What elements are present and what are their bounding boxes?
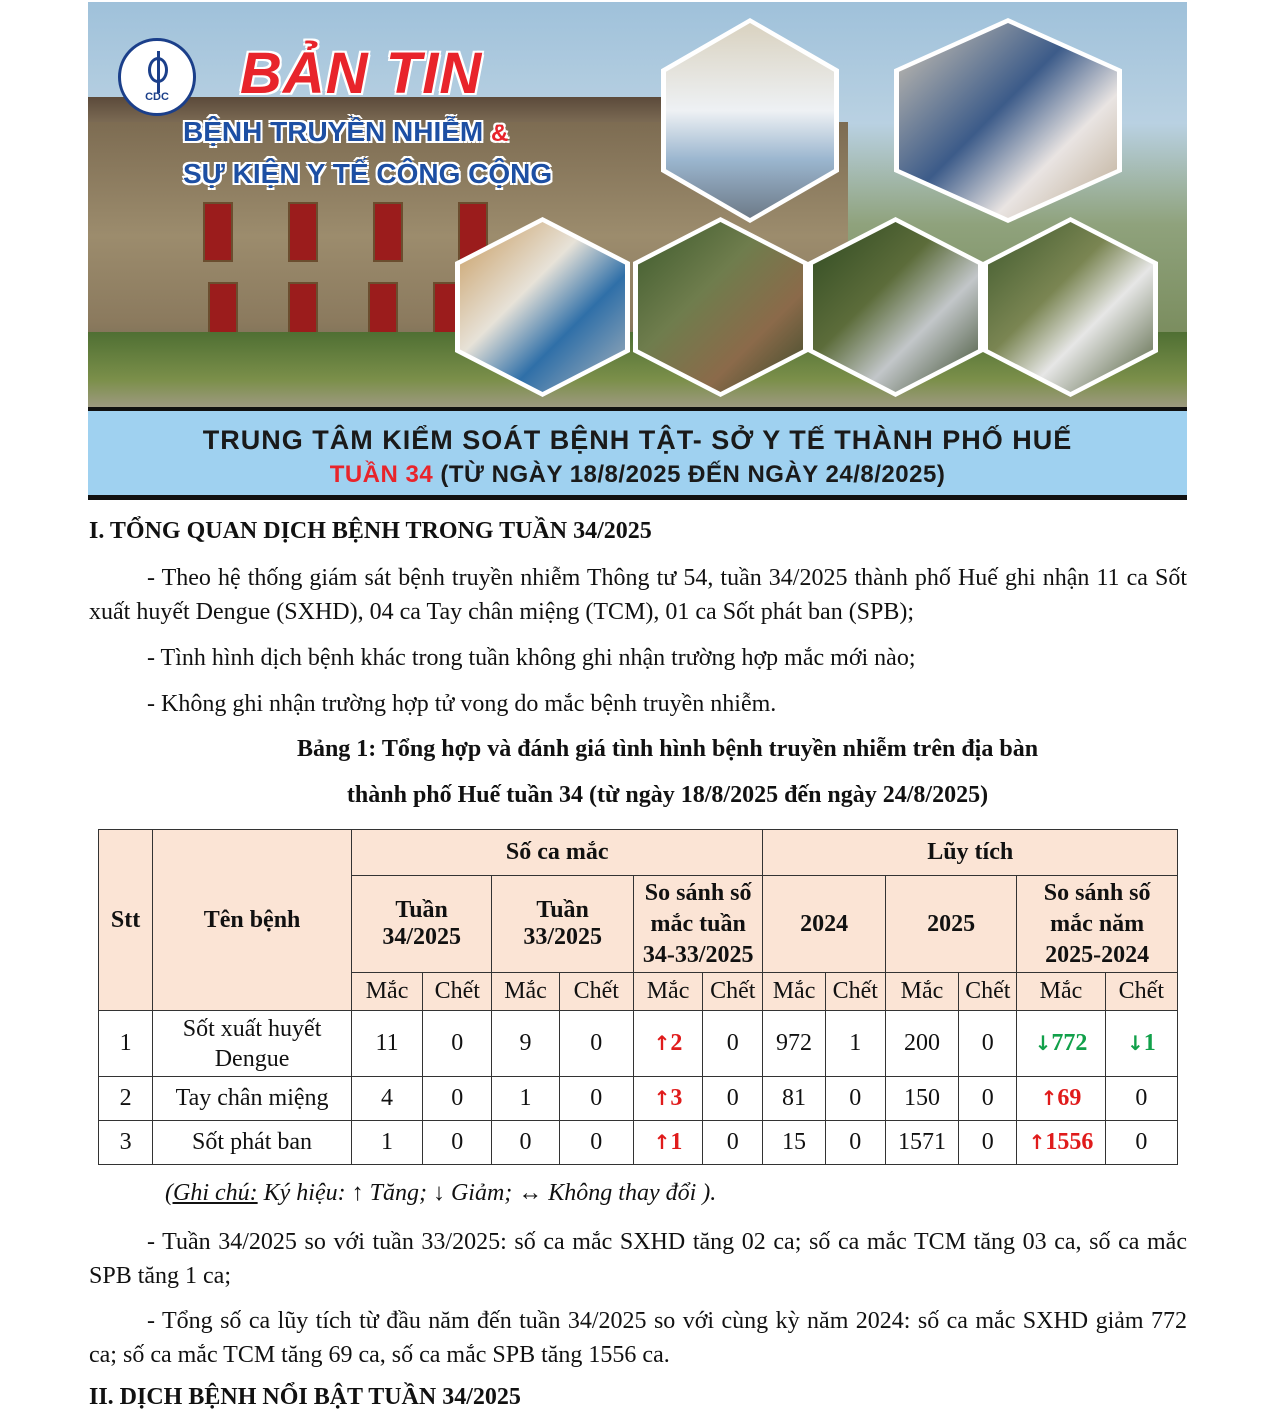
cell-compare-week-mac: ↑2 [633,1011,702,1077]
cell-w34-mac: 1 [351,1121,422,1165]
cell-compare-week-mac: ↑3 [633,1077,702,1121]
header-chet: Chết [559,973,633,1011]
cdc-logo [118,38,196,116]
section1-paragraph-1: - Theo hệ thống giám sát bệnh truyền nhiễm Thông tư 54, tuần 34/2025 thành phố Huế ghi nhận 11 ca Sốt xuất huyết Dengue (SXHD), 04 ca Tay chân miệng (TCM), 01 ca Sốt phát ban (SPB); [89,565,1187,625]
cell-compare-week-chet: 0 [703,1121,763,1165]
section1-paragraph-2: - Tình hình dịch bệnh khác trong tuần không ghi nhận trường hợp mắc mới nào; [147,645,916,671]
cell-stt: 3 [99,1121,153,1165]
arrow-up-icon: ↑ [1040,1086,1058,1110]
cell-compare-year-mac: ↓772 [1017,1011,1105,1077]
banner-footer-band [88,407,1187,500]
legend-text: Ký hiệu: ↑ Tăng; ↓ Giảm; ↔ Không thay đổi ). [257,1180,717,1206]
arrow-up-icon: ↑ [1028,1130,1046,1154]
cell-disease-name: Sốt xuất huyết Dengue [153,1011,352,1077]
cell-2024-chet: 1 [825,1011,885,1077]
header-mac: Mắc [1017,973,1105,1011]
header-week33: Tuần 33/2025 [492,876,634,973]
header-2024: 2024 [763,876,885,973]
banner-subtitle-line1 [183,116,508,148]
palace-window [203,202,233,262]
cell-compare-year-chet: 0 [1105,1077,1177,1121]
cell-2025-chet: 0 [959,1077,1017,1121]
table-row [99,1121,1178,1165]
cell-compare-year-chet: 0 [1105,1121,1177,1165]
header-chet: Chết [1105,973,1177,1011]
cell-2025-chet: 0 [959,1121,1017,1165]
week-info [88,461,1187,489]
cell-compare-year-mac: ↑69 [1017,1077,1105,1121]
cell-w34-mac: 4 [351,1077,422,1121]
cell-2024-mac: 15 [763,1121,825,1165]
cell-w33-mac: 9 [492,1011,559,1077]
cell-w34-chet: 0 [423,1077,492,1121]
cell-2025-mac: 200 [885,1011,958,1077]
week-range: (TỪ NGÀY 18/8/2025 ĐẾN NGÀY 24/8/2025) [440,461,946,488]
subtitle-text: BỆNH TRUYỀN NHIỄM [183,116,484,147]
cell-compare-year-chet: ↓1 [1105,1011,1177,1077]
cell-compare-week-chet: 0 [703,1077,763,1121]
header-compare-week: So sánh số mắc tuần 34-33/2025 [633,876,763,973]
header-chet: Chết [703,973,763,1011]
arrow-down-icon: ↓ [1034,1031,1052,1055]
section2-heading: II. DỊCH BỆNH NỔI BẬT TUẦN 34/2025 [89,1384,521,1410]
summary-paragraph-1: - Tuần 34/2025 so với tuần 33/2025: số ca mắc SXHD tăng 02 ca; số ca mắc TCM tăng 03 ca, số ca mắc SPB tăng 1 ca; [89,1229,1187,1289]
cell-2024-mac: 972 [763,1011,825,1077]
arrow-up-icon: ↑ [653,1031,671,1055]
header-mac: Mắc [633,973,702,1011]
cell-compare-week-mac: ↑1 [633,1121,702,1165]
summary-paragraph-2: - Tổng số ca lũy tích từ đầu năm đến tuần 34/2025 so với cùng kỳ năm 2024: số ca mắc SXHD giảm 772 ca; số ca mắc TCM tăng 69 ca, số ca mắc SPB tăng 1556 ca. [89,1308,1187,1368]
header-cumulative-group: Lũy tích [763,830,1178,876]
header-chet: Chết [959,973,1017,1011]
banner-subtitle-line2: SỰ KIỆN Y TẾ CÔNG CỘNG [183,158,553,189]
cell-w33-chet: 0 [559,1011,633,1077]
header-stt: Stt [99,830,153,1011]
cell-stt: 1 [99,1011,153,1077]
section1-paragraph-3: - Không ghi nhận trường hợp tử vong do mắc bệnh truyền nhiễm. [147,691,777,717]
header-week34: Tuần 34/2025 [351,876,492,973]
cell-stt: 2 [99,1077,153,1121]
cell-2024-chet: 0 [825,1121,885,1165]
header-cases-group: Số ca mắc [351,830,763,876]
table-caption-line1: Bảng 1: Tổng hợp và đánh giá tình hình bệnh truyền nhiễm trên địa bàn [296,736,1039,762]
header-disease-name: Tên bệnh [153,830,352,1011]
cell-w34-chet: 0 [423,1011,492,1077]
palace-window [288,202,318,262]
bulletin-banner [88,2,1187,500]
palace-window [373,202,403,262]
cell-w33-chet: 0 [559,1077,633,1121]
table-row [99,1077,1178,1121]
header-mac: Mắc [885,973,958,1011]
logo-label: CDC [145,91,169,103]
cell-w34-mac: 11 [351,1011,422,1077]
header-mac: Mắc [492,973,559,1011]
staff-icon [157,51,160,93]
cell-w34-chet: 0 [423,1121,492,1165]
banner-title: BẢN TIN [240,41,483,106]
cell-2024-mac: 81 [763,1077,825,1121]
disease-summary-table [98,829,1178,1165]
header-chet: Chết [423,973,492,1011]
cell-2025-chet: 0 [959,1011,1017,1077]
cell-w33-mac: 1 [492,1077,559,1121]
arrow-up-icon: ↑ [653,1086,671,1110]
cell-disease-name: Sốt phát ban [153,1121,352,1165]
arrow-down-icon: ↓ [1126,1031,1144,1055]
header-mac: Mắc [763,973,825,1011]
legend-prefix: (Ghi chú: [165,1180,258,1206]
table-row [99,1011,1178,1077]
section1-heading: I. TỔNG QUAN DỊCH BỆNH TRONG TUẦN 34/2025 [89,518,652,544]
agency-name: TRUNG TÂM KIỂM SOÁT BỆNH TẬT- SỞ Y TẾ THÀNH PHỐ HUẾ [202,425,1073,455]
cell-2025-mac: 1571 [885,1121,958,1165]
cell-compare-week-chet: 0 [703,1011,763,1077]
header-chet: Chết [825,973,885,1011]
cell-compare-year-mac: ↑1556 [1017,1121,1105,1165]
subtitle-ampersand: & [491,120,509,147]
cell-w33-chet: 0 [559,1121,633,1165]
header-2025: 2025 [885,876,1016,973]
header-mac: Mắc [351,973,422,1011]
cell-2025-mac: 150 [885,1077,958,1121]
header-compare-year: So sánh số mắc năm 2025-2024 [1017,876,1178,973]
cell-2024-chet: 0 [825,1077,885,1121]
cell-disease-name: Tay chân miệng [153,1077,352,1121]
week-label: TUẦN 34 [329,461,434,488]
arrow-up-icon: ↑ [653,1130,671,1154]
cell-w33-mac: 0 [492,1121,559,1165]
table-caption-line2: thành phố Huế tuần 34 (từ ngày 18/8/2025 đến ngày 24/8/2025) [346,782,989,808]
legend-note [165,1180,716,1207]
